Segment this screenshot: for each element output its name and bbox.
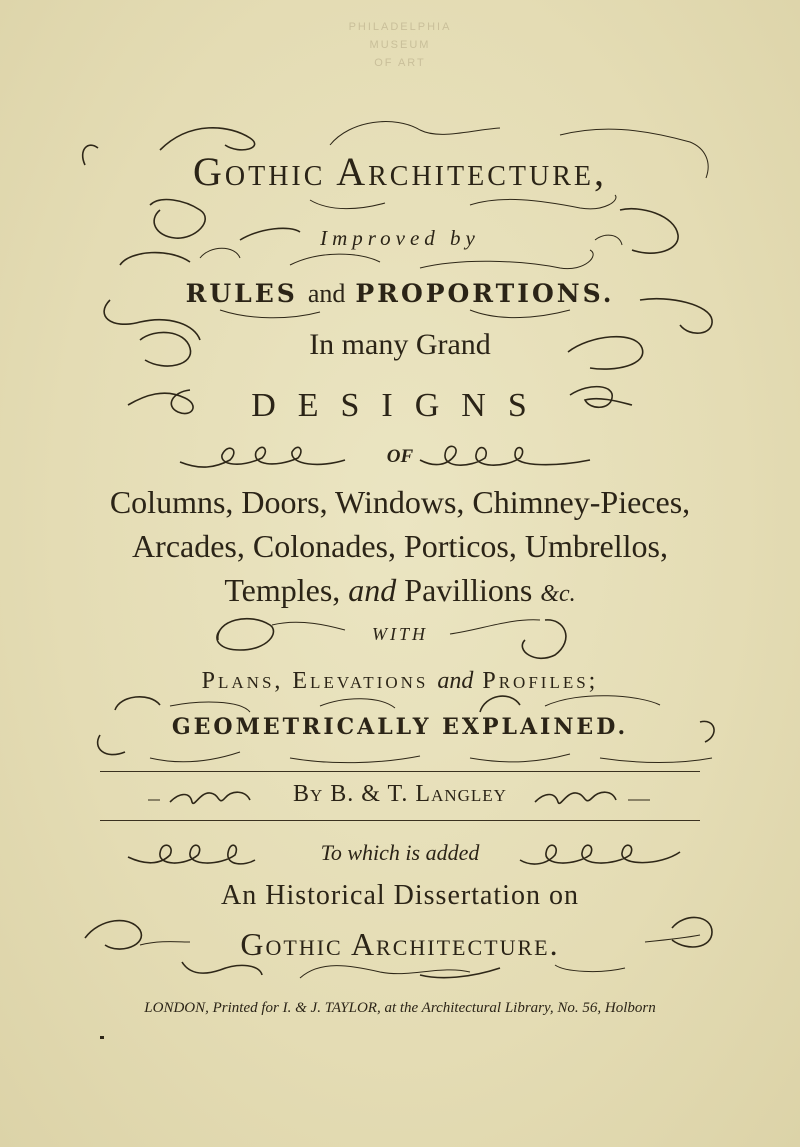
plans-elevations-text: Plans, Elevations xyxy=(201,668,429,694)
designs-heading: DESIGNS xyxy=(251,387,549,424)
divider-rule-top xyxy=(100,771,700,772)
ink-mark xyxy=(100,1036,104,1039)
items-and-word: and xyxy=(348,572,397,608)
divider-rule-bottom xyxy=(100,820,700,821)
of-word: OF xyxy=(386,446,414,467)
author-line: By B. & T. Langley xyxy=(293,781,507,807)
historical-dissertation: An Historical Dissertation on xyxy=(221,880,579,911)
pavillions-word: Pavillions xyxy=(404,572,533,608)
etc-word: &c. xyxy=(540,581,576,607)
stamp-line-3: OF ART xyxy=(374,57,426,69)
to-which-is-added: To which is added xyxy=(320,840,480,865)
rules-word: RULES xyxy=(185,279,298,308)
proportions-word: PROPORTIONS. xyxy=(355,279,615,308)
items-line-1: Columns, Doors, Windows, Chimney-Pieces, xyxy=(109,484,691,520)
profiles-text: Profiles; xyxy=(482,668,599,694)
main-title: Gothic Architecture, xyxy=(193,149,607,194)
temples-word: Temples, xyxy=(224,572,341,608)
stamp-line-1: PHILADELPHIA xyxy=(348,21,452,33)
improved-by-text: Improved by xyxy=(320,226,480,250)
with-word: WITH xyxy=(372,624,428,644)
rules-and-proportions xyxy=(0,278,800,310)
geometrically-explained: GEOMETRICALLY EXPLAINED. xyxy=(171,714,629,740)
plans-elevations-profiles xyxy=(0,668,800,695)
in-many-grand-text: In many Grand xyxy=(309,328,491,361)
stamp-line-2: MUSEUM xyxy=(369,39,431,51)
items-line-2: Arcades, Colonades, Porticos, Umbrellos, xyxy=(132,528,668,564)
imprint-line: LONDON, Printed for I. & J. TAYLOR, at the Architectural Library, No. 56, Holborn xyxy=(144,1000,656,1016)
rules-and-word: and xyxy=(307,279,346,308)
items-line-3 xyxy=(0,572,800,609)
gothic-architecture-subtitle: Gothic Architecture. xyxy=(240,926,560,962)
library-stamp xyxy=(0,18,800,72)
plans-and-word: and xyxy=(437,668,474,694)
